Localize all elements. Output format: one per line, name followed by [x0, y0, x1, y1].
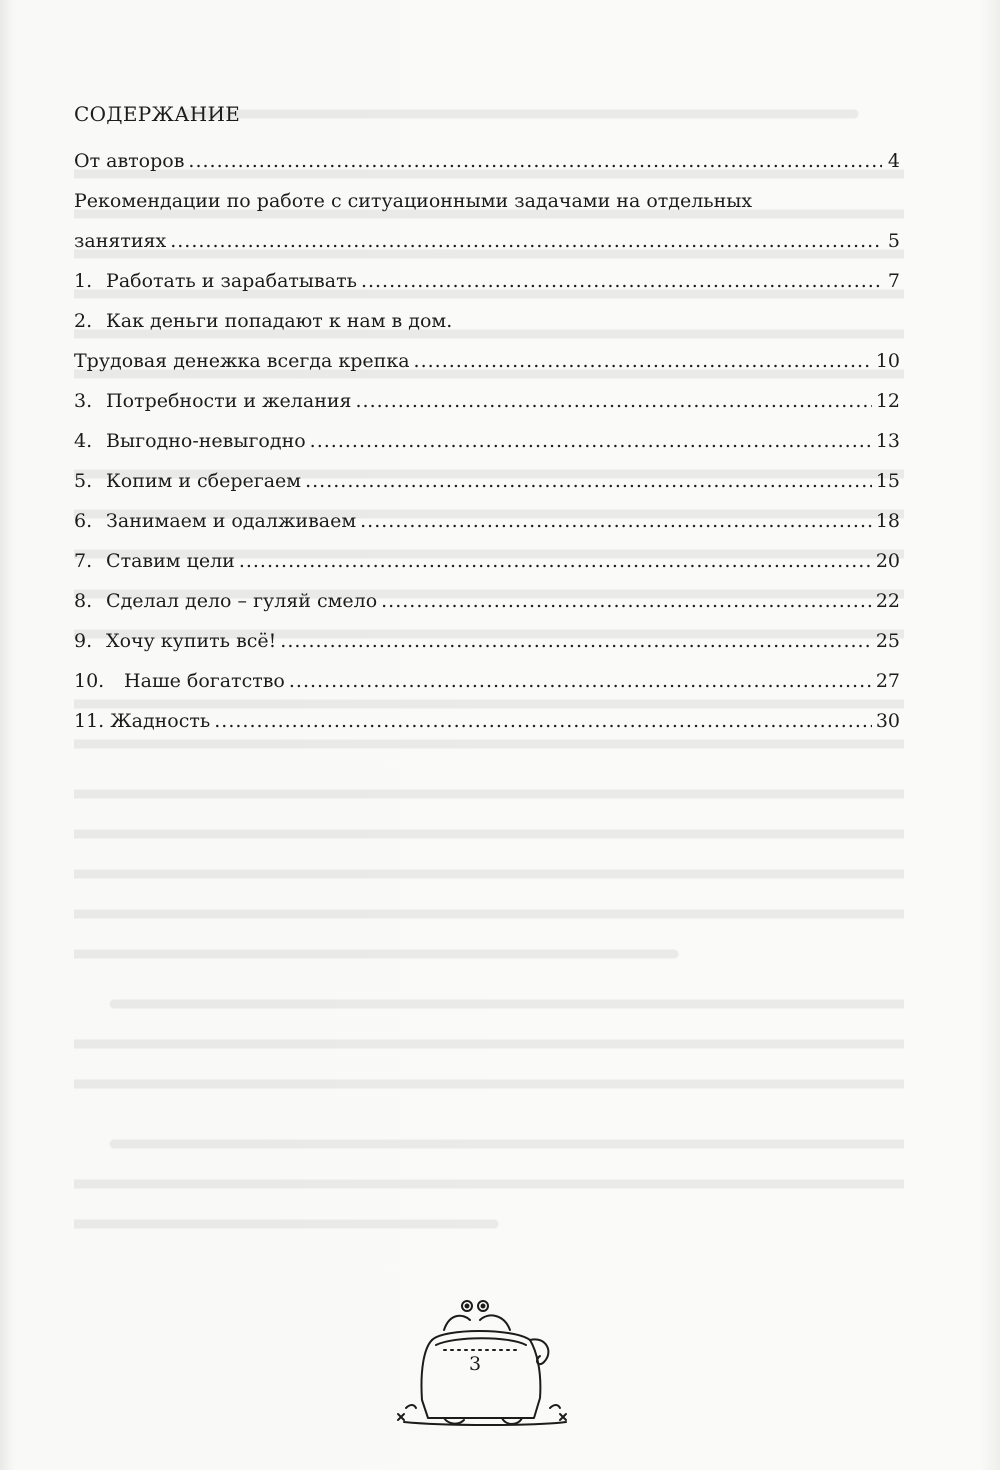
toc-entry[interactable]: [74, 532, 900, 572]
table-of-contents: [74, 96, 900, 732]
toc-entry-label: Ставим цели: [106, 550, 235, 572]
toc-entry-page: 7: [887, 270, 900, 292]
dot-leader: [356, 390, 872, 412]
toc-entry-number: 8.: [74, 590, 93, 612]
toc-entry-page: 25: [875, 630, 900, 652]
dot-leader: [170, 230, 882, 252]
toc-entry-label: Хочу купить всё!: [106, 630, 277, 652]
toc-entry-label: занятиях: [74, 230, 167, 252]
toc-entry-number: 4.: [74, 430, 93, 452]
dot-leader: [289, 670, 872, 692]
toc-entry-page: 5: [887, 230, 900, 252]
toc-entry-label: Наше богатство: [124, 670, 285, 692]
toc-entry[interactable]: [74, 332, 900, 372]
dot-leader: [381, 590, 872, 612]
toc-entry[interactable]: [74, 452, 900, 492]
dot-leader: [305, 470, 872, 492]
toc-entry[interactable]: [74, 492, 900, 532]
toc-entry-page: 18: [875, 510, 900, 532]
toc-entry-label-wrap: [74, 670, 285, 692]
toc-entry-page: 15: [875, 470, 900, 492]
toc-entry-label: Занимаем и одалживаем: [106, 510, 357, 532]
toc-entry-label-wrap: [74, 550, 235, 572]
toc-entry[interactable]: [74, 372, 900, 412]
dot-leader: [361, 270, 882, 292]
toc-entry-number: 11.: [74, 710, 105, 732]
dot-leader: [188, 150, 882, 172]
toc-entry-label: От авторов: [74, 150, 185, 172]
toc-entry[interactable]: [74, 172, 900, 212]
toc-entry-label: Рекомендации по работе с ситуационными задачами на отдельных: [74, 190, 753, 212]
toc-entry[interactable]: [74, 612, 900, 652]
dot-leader: [310, 430, 872, 452]
toc-entry-number: 1.: [74, 270, 93, 292]
toc-entry[interactable]: [74, 652, 900, 692]
toc-entry[interactable]: [74, 252, 900, 292]
toc-entry-label-wrap: [74, 430, 306, 452]
toc-entry-label-wrap: [74, 510, 356, 532]
toc-entry[interactable]: [74, 292, 900, 332]
dot-leader: [280, 630, 872, 652]
toc-entry-page: 13: [875, 430, 900, 452]
toc-entry-label: Как деньги попадают к нам в дом.: [106, 310, 453, 332]
dot-leader: [414, 350, 872, 372]
dot-leader: [214, 710, 872, 732]
toc-entry[interactable]: [74, 572, 900, 612]
toc-entry-label: Копим и сберегаем: [106, 470, 302, 492]
toc-entry-label: Сделал дело – гуляй смело: [106, 590, 378, 612]
toc-entry[interactable]: [74, 212, 900, 252]
toc-entry-label-wrap: [74, 630, 276, 652]
toc-entry-number: 5.: [74, 470, 93, 492]
toc-entry-label: Работать и зарабатывать: [106, 270, 357, 292]
toc-entry-page: 4: [887, 150, 900, 172]
toc-entry-page: 12: [875, 390, 900, 412]
toc-entry-label: Жадность: [110, 710, 211, 732]
toc-entry-page: 30: [875, 710, 900, 732]
toc-entry-label-wrap: [74, 710, 210, 732]
page-number: 3: [468, 1353, 482, 1375]
toc-entry-label: Выгодно-невыгодно: [106, 430, 306, 452]
toc-entry[interactable]: [74, 412, 900, 452]
toc-entry-number: 2.: [74, 310, 93, 332]
toc-entry-number: 6.: [74, 510, 93, 532]
toc-entry-page: 10: [875, 350, 900, 372]
toc-entry-number: 3.: [74, 390, 93, 412]
toc-entry-label: Трудовая денежка всегда крепка: [74, 350, 410, 372]
toc-entry-number: 9.: [74, 630, 93, 652]
toc-entry-label-wrap: [74, 390, 352, 412]
toc-entry-label: Потребности и желания: [106, 390, 352, 412]
toc-entry-label-wrap: [74, 310, 452, 332]
toc-entry-number: 10.: [74, 670, 105, 692]
toc-entry-label-wrap: [74, 590, 377, 612]
toc-entry-number: 7.: [74, 550, 93, 572]
toc-entry-page: 27: [875, 670, 900, 692]
dot-leader: [239, 550, 872, 572]
toc-entry-page: 22: [875, 590, 900, 612]
toc-title: СОДЕРЖАНИЕ: [74, 102, 241, 126]
toc-entry[interactable]: [74, 692, 900, 732]
toc-entry-page: 20: [875, 550, 900, 572]
toc-entry[interactable]: [74, 132, 900, 172]
toc-entry-label-wrap: [74, 470, 301, 492]
dot-leader: [360, 510, 872, 532]
toc-entry-label-wrap: [74, 270, 357, 292]
